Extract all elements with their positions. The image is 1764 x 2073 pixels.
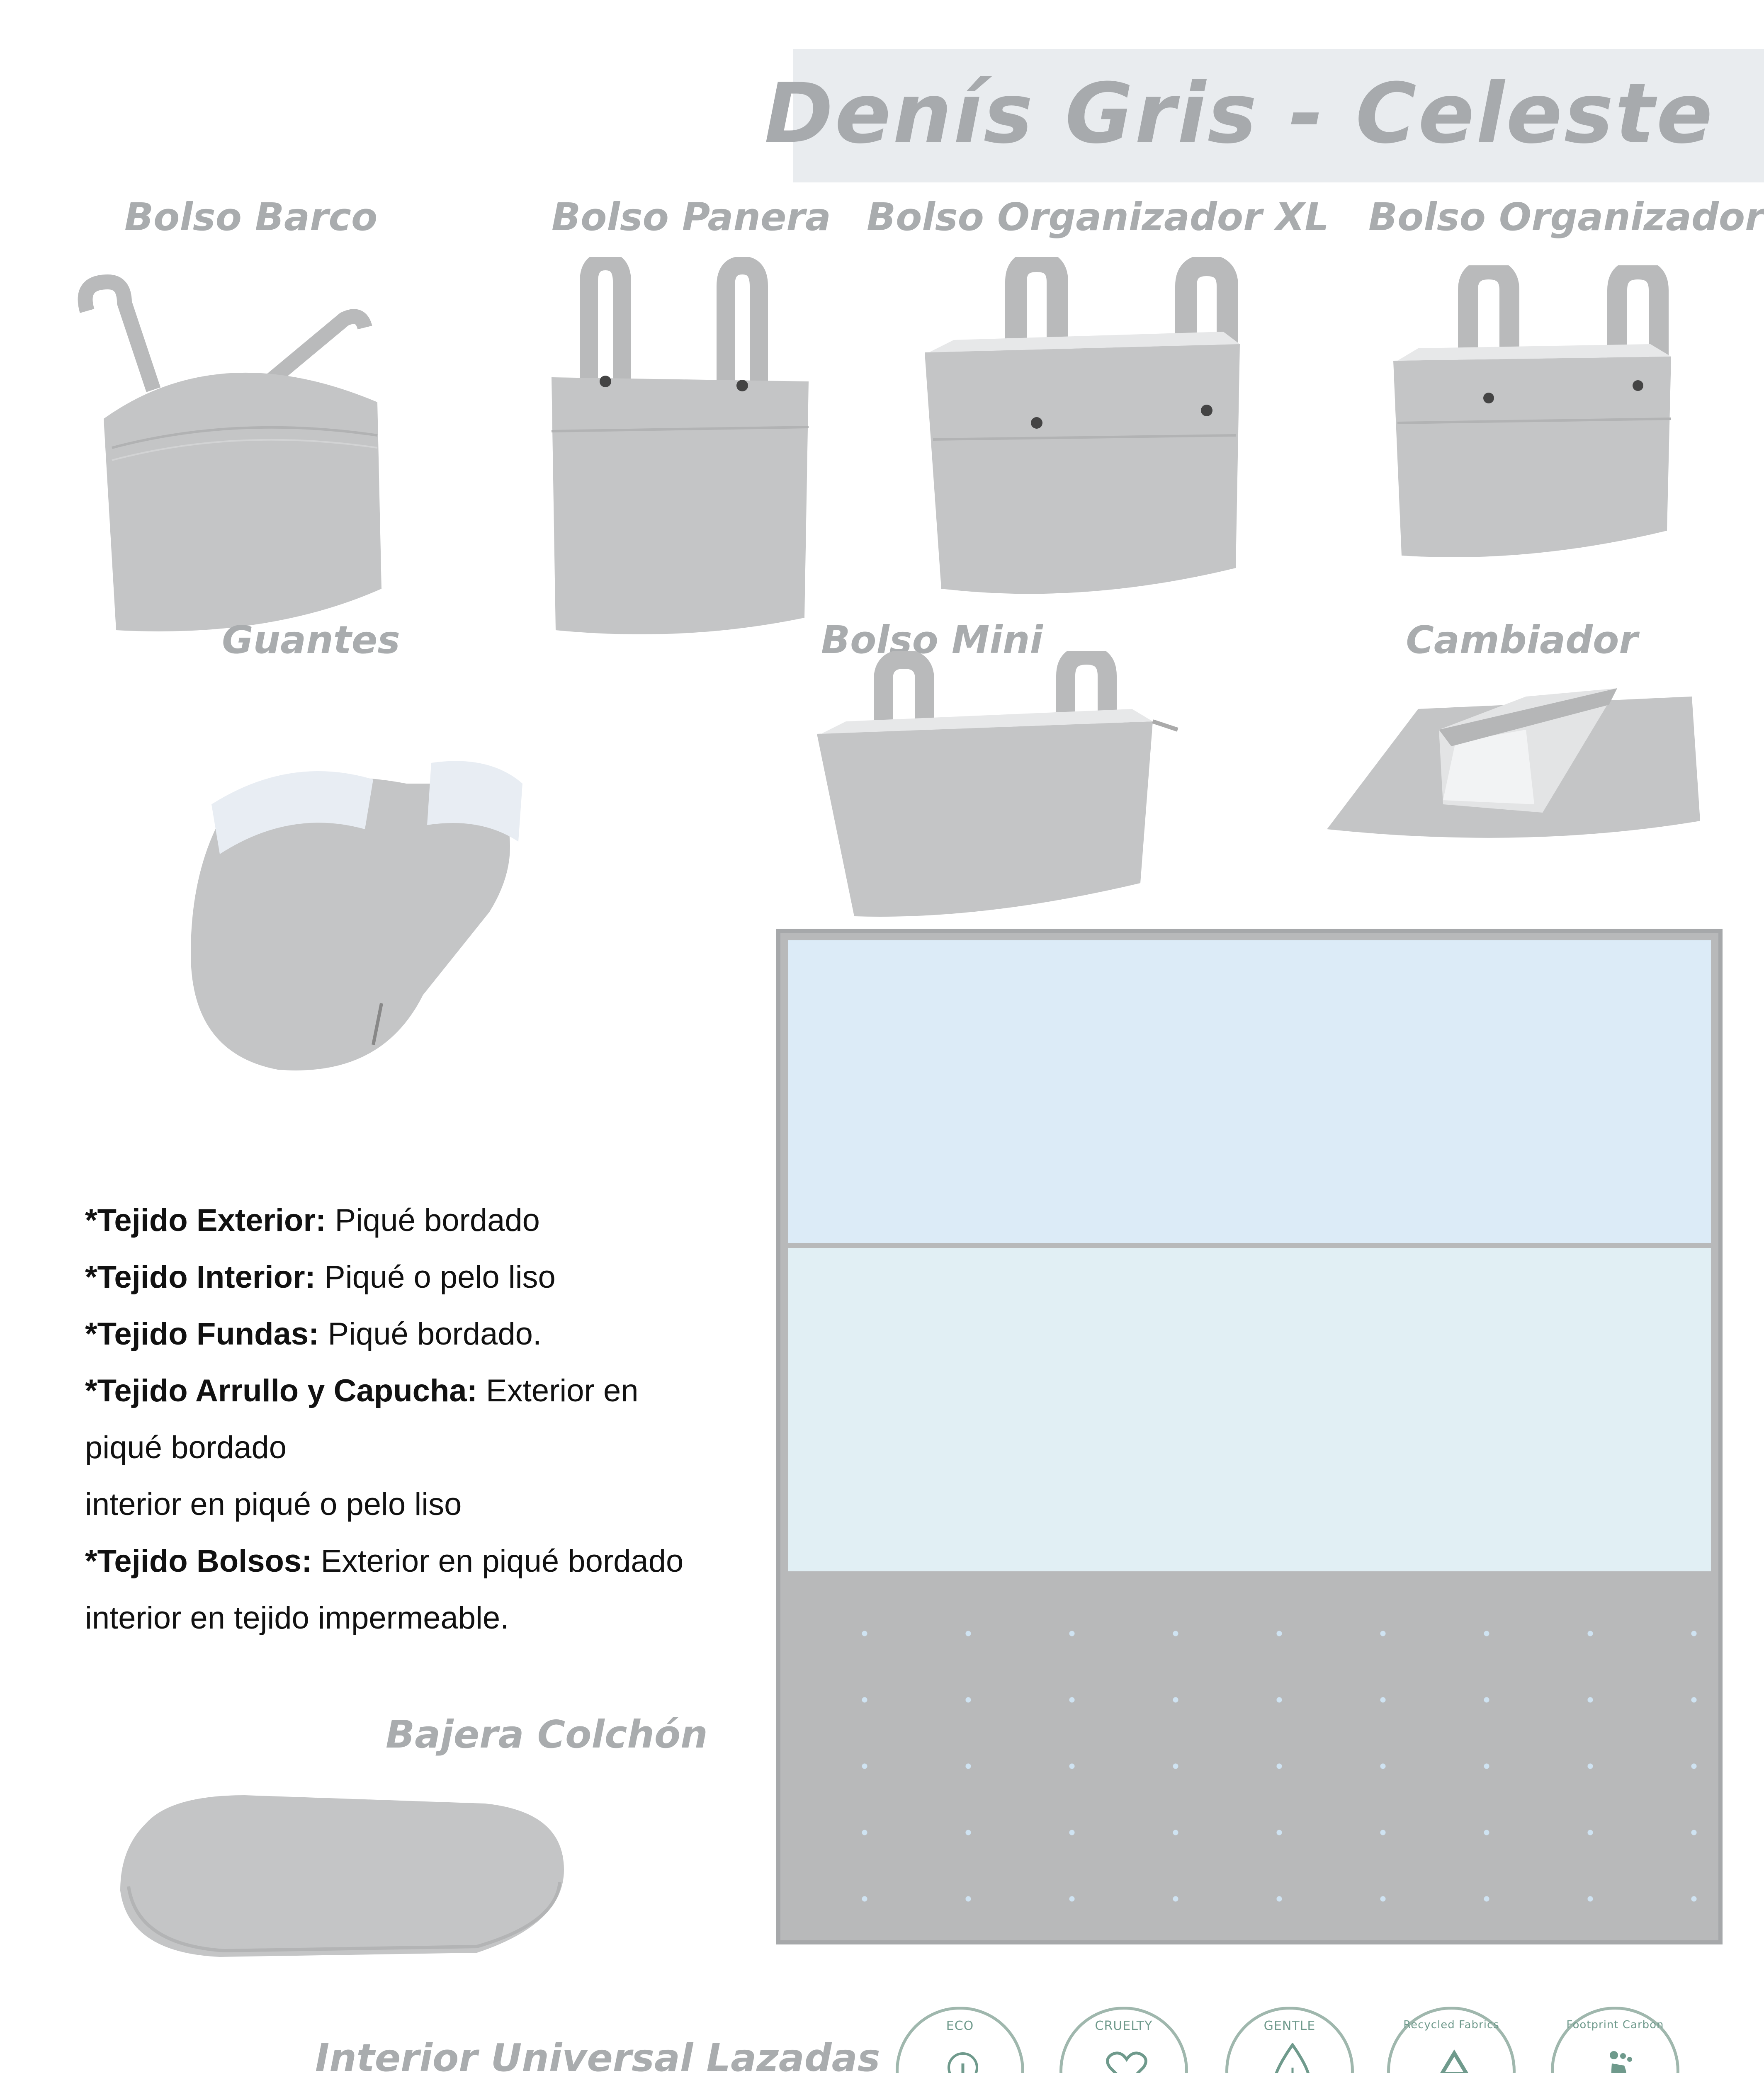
fabric-specs	[85, 1192, 790, 1646]
gentle-on-skin-badge: GENTLE	[1225, 2007, 1354, 2073]
swatch-gray-dotted	[788, 1575, 1711, 1932]
label-bolso-mini: Bolso Mini	[821, 618, 1043, 662]
spec-arrullo-line2: piqué bordado	[85, 1430, 287, 1465]
bajera-colchon-image	[112, 1787, 572, 1965]
title-banner	[764, 49, 1764, 182]
label-bolso-organizador: Bolso Organizador	[1368, 195, 1764, 239]
label-cambiador: Cambiador	[1406, 618, 1638, 662]
recycled-fabrics-badge: Recycled Fabrics	[1387, 2007, 1516, 2073]
label-bolso-panera: Bolso Panera	[552, 195, 831, 239]
footprint-carbon-badge: Footprint Carbon	[1551, 2007, 1679, 2073]
spec-bolsos: *Tejido Bolsos: Exterior en piqué bordado	[85, 1544, 684, 1579]
label-guantes: Guantes	[222, 618, 400, 662]
label-bajera-colchon: Bajera Colchón	[386, 1712, 708, 1757]
bolso-organizador-xl-image	[916, 257, 1244, 609]
tree-icon	[938, 2047, 988, 2073]
fabric-swatch-panel	[776, 929, 1723, 1944]
spec-arrullo-line3: interior en piqué o pelo liso	[85, 1487, 462, 1522]
drop-leaf-icon	[1270, 2043, 1315, 2073]
cruelty-free-badge: CRUELTY	[1059, 2007, 1188, 2073]
label-bolso-organizador-xl: Bolso Organizador XL	[867, 195, 1329, 239]
recycle-icon	[1427, 2047, 1481, 2073]
bolso-panera-image	[543, 257, 817, 643]
interior-universal-image	[37, 2056, 552, 2073]
bolso-mini-image	[809, 651, 1182, 925]
spec-arrullo: *Tejido Arrullo y Capucha: Exterior en	[85, 1373, 639, 1408]
spec-exterior: *Tejido Exterior: Piqué bordado	[85, 1203, 540, 1238]
guantes-image	[174, 738, 535, 1078]
cambiador-image	[1319, 680, 1708, 846]
page-title: Denís Gris - Celeste	[764, 66, 1714, 162]
spec-fundas: *Tejido Fundas: Piqué bordado.	[85, 1316, 542, 1352]
label-bolso-barco: Bolso Barco	[124, 195, 378, 239]
spec-bolsos-line2: interior en tejido impermeable.	[85, 1600, 509, 1636]
bolso-barco-image	[62, 265, 386, 634]
eco-friendly-badge: ECO	[896, 2007, 1024, 2073]
heart-hands-icon	[1100, 2047, 1154, 2073]
swatch-blue-pique	[788, 940, 1711, 1243]
bolso-organizador-image	[1385, 265, 1675, 564]
spec-interior: *Tejido Interior: Piqué o pelo liso	[85, 1260, 556, 1295]
label-interior-universal: Interior Universal Lazadas	[315, 2036, 880, 2073]
swatch-blue-fleece	[788, 1248, 1711, 1571]
footprint-icon	[1597, 2047, 1639, 2073]
